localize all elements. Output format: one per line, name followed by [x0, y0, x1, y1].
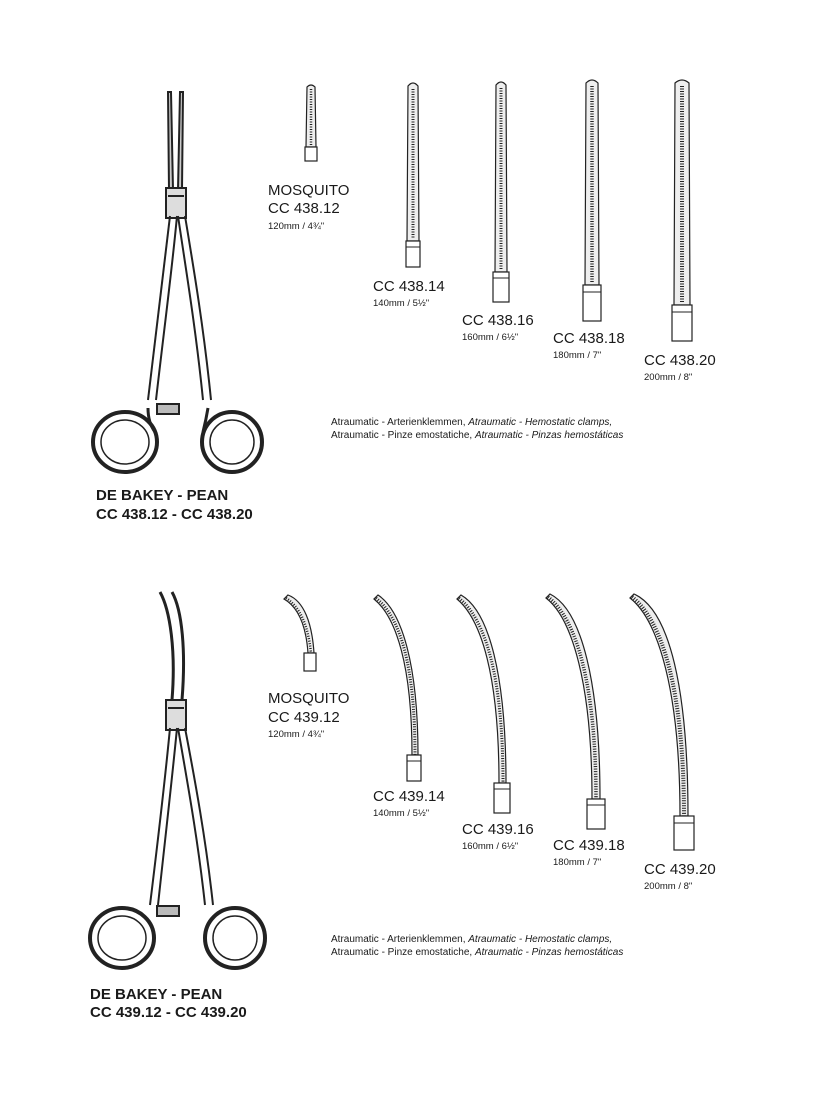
item-code: CC 439.16 [462, 821, 534, 838]
jaw-tip-439-14 [370, 595, 430, 790]
jaw-tip-439-16 [453, 595, 519, 820]
product-title: DE BAKEY - PEAN [90, 986, 223, 1003]
item-code: CC 439.14 [373, 788, 445, 805]
jaw-tip-439-20 [626, 594, 702, 856]
product-range: CC 438.12 - CC 438.20 [96, 506, 253, 523]
item-size: 200mm / 8" [644, 881, 693, 892]
item-code: CC 438.20 [644, 352, 716, 369]
item-code: CC 439.20 [644, 861, 716, 878]
item-size: 120mm / 4¾" [268, 729, 325, 740]
item-size: 140mm / 5½" [373, 298, 430, 309]
product-title: DE BAKEY - PEAN [96, 487, 229, 504]
item-code: CC 438.12 [268, 200, 340, 217]
product-range: CC 439.12 - CC 439.20 [90, 1004, 247, 1021]
item-size: 180mm / 7" [553, 350, 602, 361]
jaw-tip-439-12 [280, 595, 330, 690]
item-code: CC 438.14 [373, 278, 445, 295]
item-code: CC 438.18 [553, 330, 625, 347]
mosquito-label: MOSQUITO [268, 182, 350, 199]
item-code: CC 438.16 [462, 312, 534, 329]
item-size: 160mm / 6½" [462, 841, 519, 852]
item-code: CC 439.18 [553, 837, 625, 854]
item-size: 120mm / 4¾" [268, 221, 325, 232]
jaw-tip-439-18 [542, 594, 612, 834]
description: Atraumatic - Arterienklemmen, Atraumatic - Hemostatic clamps, Atraumatic - Pinze emostatiche, Atraumatic - Pinzas hemostáticas [331, 934, 624, 958]
item-size: 160mm / 6½" [462, 332, 519, 343]
item-size: 140mm / 5½" [373, 808, 430, 819]
item-size: 200mm / 8" [644, 372, 693, 383]
item-code: CC 439.12 [268, 709, 340, 726]
item-size: 180mm / 7" [553, 857, 602, 868]
description: Atraumatic - Arterienklemmen, Atraumatic - Hemostatic clamps, Atraumatic - Pinze emostatiche, Atraumatic - Pinzas hemostáticas [331, 417, 624, 441]
mosquito-label: MOSQUITO [268, 690, 350, 707]
